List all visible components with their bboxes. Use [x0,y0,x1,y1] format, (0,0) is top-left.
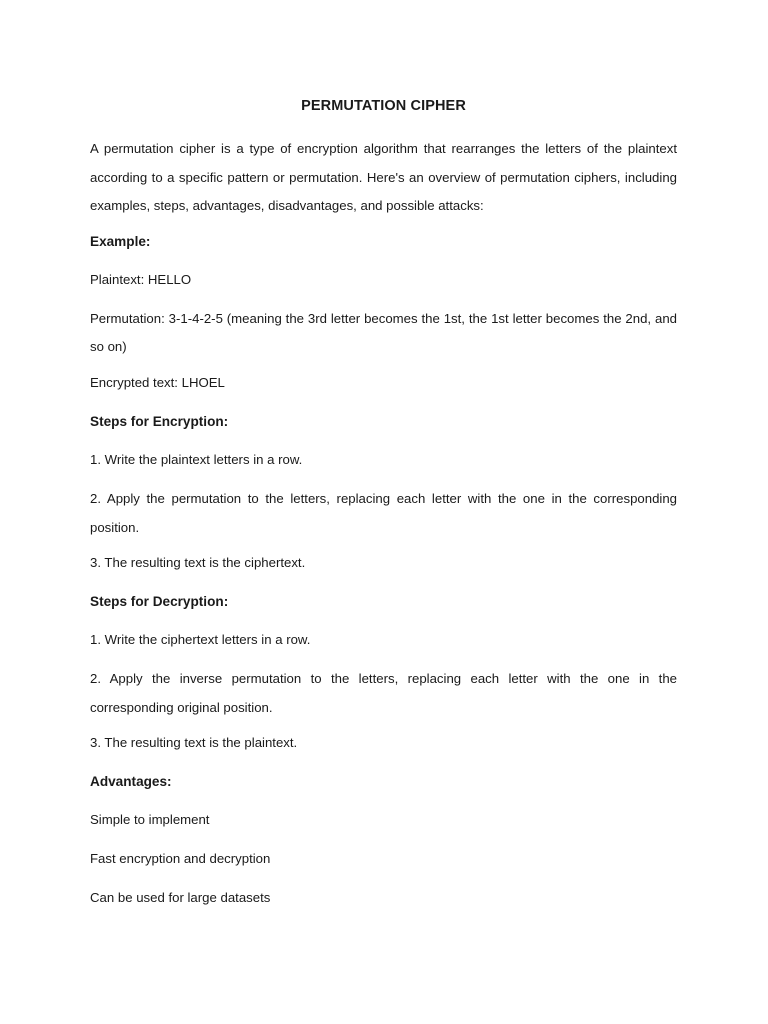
advantages-heading: Advantages: [90,774,172,790]
example-heading: Example: [90,233,151,249]
encryption-step-2: 2. Apply the permutation to the letters, replacing each letter with the one in the corresponding position. [90,490,677,535]
document-title: PERMUTATION CIPHER [301,98,466,114]
decryption-step-3: 3. The resulting text is the plaintext. [90,735,298,751]
intro-paragraph: A permutation cipher is a type of encryption algorithm that rearranges the letters of the plaintext according to a specific pattern or permutation. Here's an overview of permutation ciphers, including examples, steps, advantages, disadvantages, and possible attacks: [90,141,677,214]
encryption-step-1: 1. Write the plaintext letters in a row. [90,451,303,467]
example-plaintext: Plaintext: HELLO [90,271,192,287]
advantage-item: Simple to implement [90,812,210,828]
advantage-item: Can be used for large datasets [90,890,271,906]
decryption-step-2: 2. Apply the inverse permutation to the letters, replacing each letter with the one in the corresponding original position. [90,671,677,715]
decryption-heading: Steps for Decryption: [90,594,229,610]
example-encrypted: Encrypted text: LHOEL [90,374,225,390]
encryption-step-3: 3. The resulting text is the ciphertext. [90,555,306,571]
decryption-step-1: 1. Write the ciphertext letters in a row. [90,632,311,648]
example-permutation: Permutation: 3-1-4-2-5 (meaning the 3rd letter becomes the 1st, the 1st letter becomes the 2nd, and so on) [90,310,677,355]
advantage-item: Fast encryption and decryption [90,851,271,867]
encryption-heading: Steps for Encryption: [90,413,229,429]
